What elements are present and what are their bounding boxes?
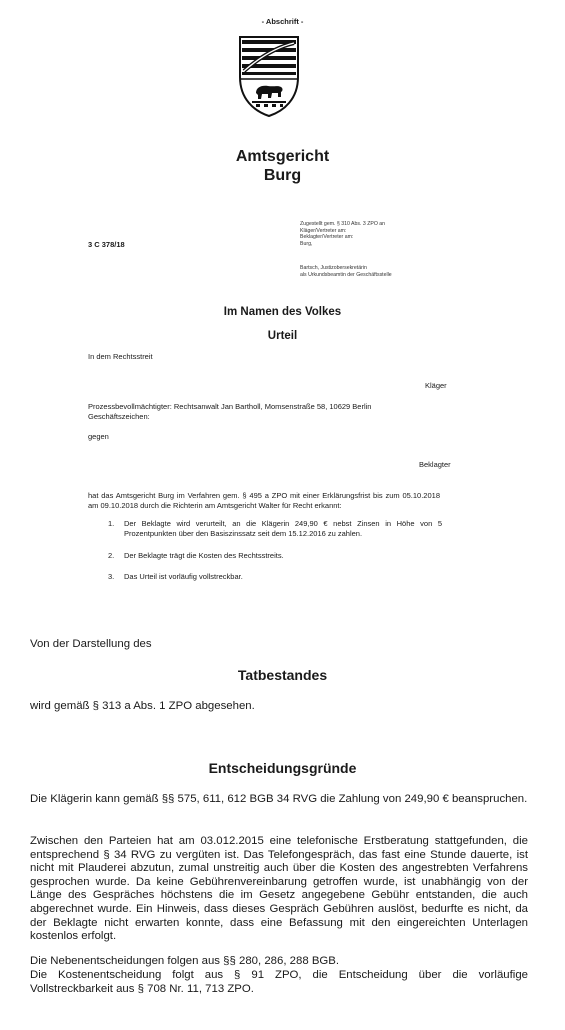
service-note-line: Burg, (300, 240, 313, 247)
reasons-paragraph-4: Die Kostenentscheidung folgt aus § 91 ZPO, die Entscheidung über die vorläufige Vollstreckbarkeit aus § 708 Nr. 11, 713 ZPO. (30, 969, 528, 995)
service-note-line: Beklagter/Vertreter am: (300, 234, 354, 241)
reasons-paragraph-3: Die Nebenentscheidungen folgen aus §§ 280, 286, 288 BGB. (30, 955, 340, 967)
service-note (300, 221, 480, 247)
clerk-note (300, 265, 480, 278)
reasons-heading: Entscheidungsgründe (208, 760, 357, 776)
decision-intro: hat das Amtsgericht Burg im Verfahren gem. § 495 a ZPO mit einer Erklärungsfrist bis zum 05.10.2018 am 09.10.2018 durch die Richterin am Amtsgericht Walter für Recht erkannt: (88, 491, 440, 510)
facts-lead: Von der Darstellung des (30, 638, 152, 650)
reasons-paragraph-1: Die Klägerin kann gemäß §§ 575, 611, 612 BGB 34 RVG die Zahlung von 249,90 € beanspruchen. (30, 793, 528, 805)
defendant-role: Beklagter (419, 460, 451, 469)
clerk-line: Bartsch, Justizobersekretärin (300, 265, 367, 271)
clerk-line: als Urkundsbeamtin der Geschäftsstelle (300, 271, 392, 278)
ruling-text: Der Beklagte trägt die Kosten des Rechtsstreits. (124, 551, 284, 560)
ruling-item (108, 519, 442, 539)
coat-of-arms-emblem (234, 33, 304, 119)
case-number: 3 C 378/18 (88, 240, 125, 249)
plaintiff-role: Kläger (425, 381, 447, 390)
reference-line: Geschäftszeichen: (88, 412, 150, 421)
ruling-number: 2. (108, 551, 115, 560)
case-intro: In dem Rechtsstreit (88, 352, 153, 361)
facts-heading: Tatbestandes (237, 667, 328, 683)
ruling-list (108, 519, 442, 582)
ruling-number: 1. (108, 519, 115, 528)
ruling-item (108, 551, 442, 561)
service-note-line: Kläger/Vertreter am: (300, 227, 347, 234)
counsel-line: Prozessbevollmächtigter: Rechtsanwalt Jan Bartholl, Momsenstraße 58, 10629 Berlin (88, 402, 372, 411)
copy-mark: - Abschrift - (261, 17, 304, 26)
ruling-number: 3. (108, 572, 115, 581)
ruling-text: Der Beklagte wird verurteilt, an die Klägerin 249,90 € nebst Zinsen in Höhe von 5 Prozentpunkten über den Basiszinssatz seit dem 15.12.2016 zu zahlen. (124, 519, 442, 538)
ruling-text: Das Urteil ist vorläufig vollstreckbar. (124, 572, 243, 581)
counsel-block (88, 402, 488, 422)
reasons-paragraph-2: Zwischen den Parteien hat am 03.012.2015 eine telefonische Erstberatung stattgefunden, die entsprechend § 34 RVG zu vergüten ist. Das Telefongespräch, das fast eine Stunde dauerte, ist nicht mit Plauderei abzutun, zumal unstreitig auch über die Kosten des angestrebten Verfahrens gesprochen wurde. Da keine Gebührenvereinbarung getroffen wurde, ist unabhängig von der Länge des Gespräches höchstens die im Gesetz angegebene Gebühr entstanden, die auch abgerechnet wurde. Ein Hinweis, dass dieses Gespräch Gebühren auslöst, bedurfte es nicht, da der Beklagte nicht erwarten konnte, dass eine Befassung mit den eingereichten Unterlagen kostenlos erfolgt. (30, 835, 528, 943)
judgment-heading: Im Namen des Volkes (223, 306, 342, 318)
ruling-item (108, 572, 442, 582)
service-note-line: Zugestellt gem. § 310 Abs. 3 ZPO an (300, 221, 386, 227)
judgment-title: Urteil (267, 330, 298, 342)
versus: gegen (88, 432, 109, 441)
facts-text: wird gemäß § 313 a Abs. 1 ZPO abgesehen. (30, 700, 255, 712)
court-city: Burg (263, 167, 302, 184)
court-name: Amtsgericht (235, 148, 330, 165)
